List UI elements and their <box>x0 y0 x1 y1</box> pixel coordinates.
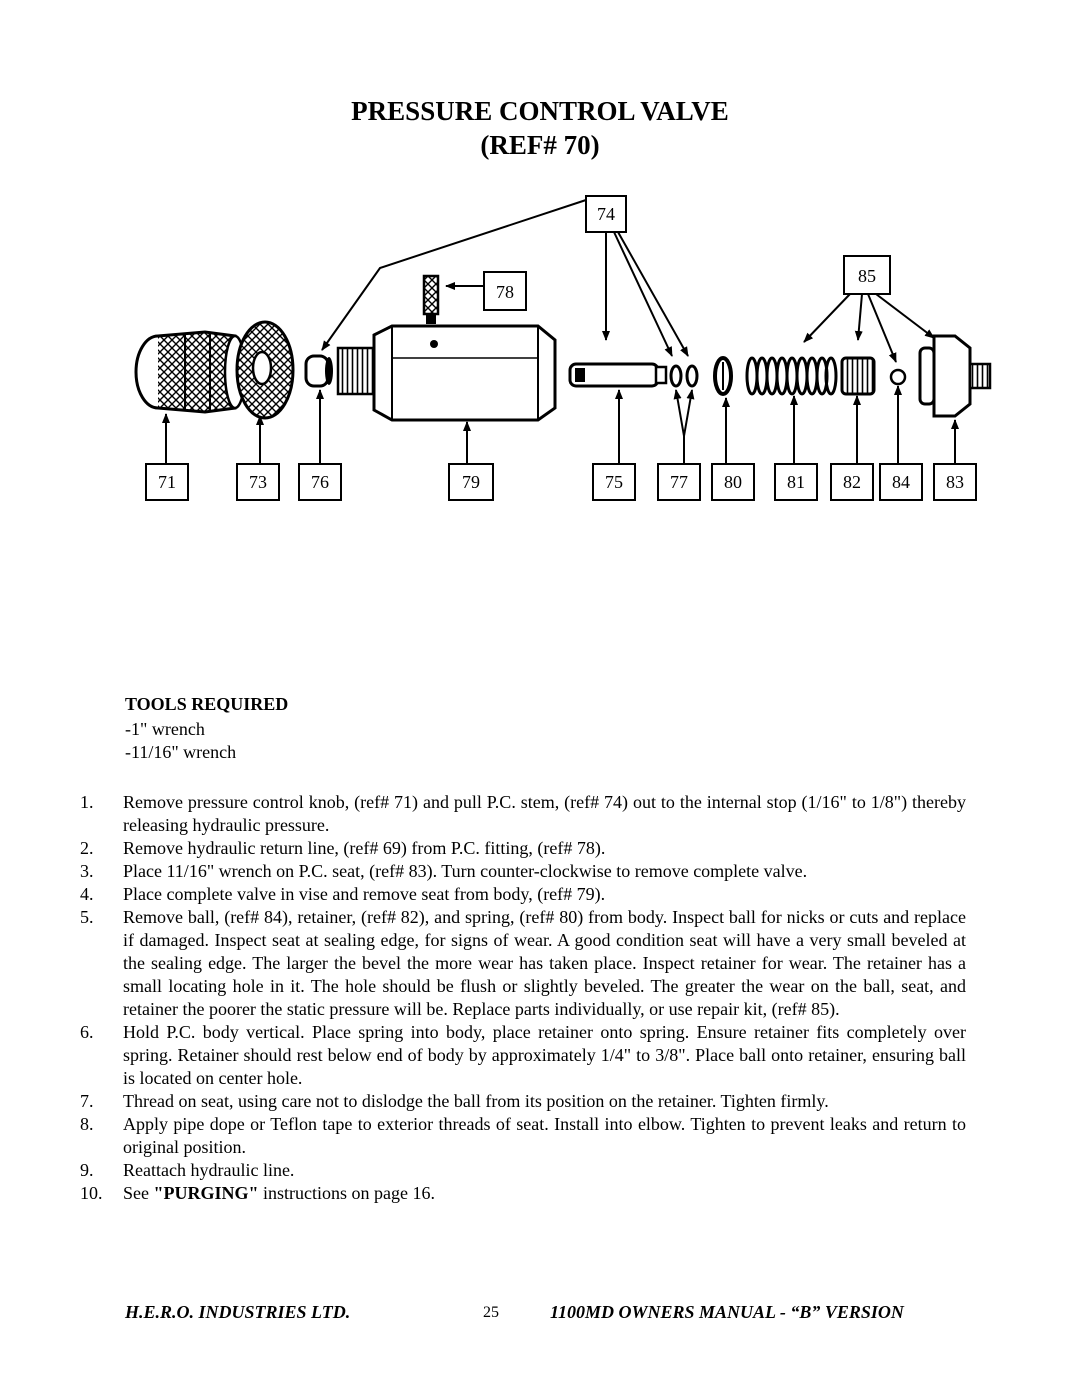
exploded-parts-diagram <box>0 0 1080 560</box>
footer-company: H.E.R.O. INDUSTRIES LTD. <box>125 1302 351 1322</box>
callout-label-84: 84 <box>892 472 910 492</box>
part-78-fitting <box>424 276 438 324</box>
tool-item: -1" wrench <box>125 719 205 739</box>
step-number: 4. <box>80 884 94 904</box>
step-item <box>80 906 966 1021</box>
step-text: Hold P.C. body vertical. Place spring into body, place retainer onto spring. Ensure retainer fits completely over spring. Retainer should rest below end of body by approximately 1/4" to 3/8". Place ball onto retainer, ensuring ball is located on center hole. <box>123 1022 966 1088</box>
step-number: 9. <box>80 1160 94 1180</box>
step-number: 1. <box>80 792 94 812</box>
footer-manual-title: 1100MD OWNERS MANUAL - “B” VERSION <box>550 1302 904 1322</box>
page-title: PRESSURE CONTROL VALVE <box>351 96 729 126</box>
page-number: 25 <box>483 1304 499 1321</box>
instruction-steps <box>80 791 966 1205</box>
callout-label-81: 81 <box>787 472 805 492</box>
step-number: 2. <box>80 838 94 858</box>
part-82-retainer <box>842 358 874 394</box>
tools-required-heading: TOOLS REQUIRED <box>125 694 289 714</box>
step-text-post: instructions on page 16. <box>258 1183 435 1203</box>
purging-reference: "PURGING" <box>153 1183 259 1203</box>
callouts-bottom <box>146 464 976 500</box>
step-text: Remove pressure control knob, (ref# 71) and pull P.C. stem, (ref# 74) out to the internal stop (1/16" to 1/8") thereby releasing hydraulic pressure. <box>123 792 966 835</box>
step-item <box>80 1159 966 1182</box>
step-item <box>80 837 966 860</box>
part-80-washer <box>715 358 731 394</box>
step-text: Thread on seat, using care not to dislodge the ball from its position on the retainer. Tighten firmly. <box>123 1091 829 1111</box>
callout-label-73: 73 <box>249 472 267 492</box>
part-83-seat <box>920 336 990 416</box>
part-75-stem <box>570 364 666 386</box>
step-text-pre: See <box>123 1183 154 1203</box>
step-text: Reattach hydraulic line. <box>123 1160 295 1180</box>
step-item <box>80 883 966 906</box>
step-item <box>80 1182 966 1205</box>
step-text: Place 11/16" wrench on P.C. seat, (ref# 83). Turn counter-clockwise to remove complete valve. <box>123 861 808 881</box>
step-text: Remove hydraulic return line, (ref# 69) from P.C. fitting, (ref# 78). <box>123 838 606 858</box>
step-text: Place complete valve in vise and remove seat from body, (ref# 79). <box>123 884 606 904</box>
callout-label-82: 82 <box>843 472 861 492</box>
callout-85 <box>844 256 890 294</box>
part-71-knob <box>136 332 245 412</box>
step-text: Remove ball, (ref# 84), retainer, (ref# 82), and spring, (ref# 80) from body. Inspect ball for nicks or cuts and replace if damaged. Inspect seat at sealing edge, for signs of wear. A good condition seat will have a very small beveled at the sealing edge. The larger the bevel the more wear has taken place. Inspect retainer for wear. The retainer has a small locating hole in it. The hole should be flush or slightly beveled. The greater the wear on the ball, seat, and retainer the poorer the static pressure will be. Replace parts individually, or use repair kit, (ref# 85). <box>123 907 966 1019</box>
callout-label-78: 78 <box>496 282 514 302</box>
callout-label-80: 80 <box>724 472 742 492</box>
step-number: 5. <box>80 907 94 927</box>
callout-label-76: 76 <box>311 472 329 492</box>
step-item <box>80 791 966 837</box>
tool-item: -11/16" wrench <box>125 742 237 762</box>
callout-label-85: 85 <box>858 266 876 286</box>
part-81-spring <box>747 358 836 394</box>
step-number: 10. <box>80 1183 103 1203</box>
step-text: Apply pipe dope or Teflon tape to exterior threads of seat. Install into elbow. Tighten to prevent leaks and return to original position. <box>123 1114 966 1157</box>
step-number: 3. <box>80 861 94 881</box>
callout-label-79: 79 <box>462 472 480 492</box>
part-84-ball <box>891 370 905 384</box>
callout-78 <box>484 272 526 310</box>
step-item <box>80 1021 966 1090</box>
page-subtitle-ref: (REF# 70) <box>480 130 600 160</box>
step-number: 8. <box>80 1114 94 1134</box>
callout-label-83: 83 <box>946 472 964 492</box>
step-item <box>80 860 966 883</box>
callout-label-75: 75 <box>605 472 623 492</box>
step-item <box>80 1090 966 1113</box>
part-79-body <box>338 326 555 420</box>
callout-label-71: 71 <box>158 472 176 492</box>
callout-label-74: 74 <box>597 204 615 224</box>
step-number: 7. <box>80 1091 94 1111</box>
part-76-cap <box>306 356 333 386</box>
step-item <box>80 1113 966 1159</box>
part-73-nut <box>237 322 293 418</box>
part-77-orings <box>671 366 697 386</box>
callout-label-77: 77 <box>670 472 688 492</box>
callout-74 <box>586 196 626 232</box>
step-number: 6. <box>80 1022 94 1042</box>
